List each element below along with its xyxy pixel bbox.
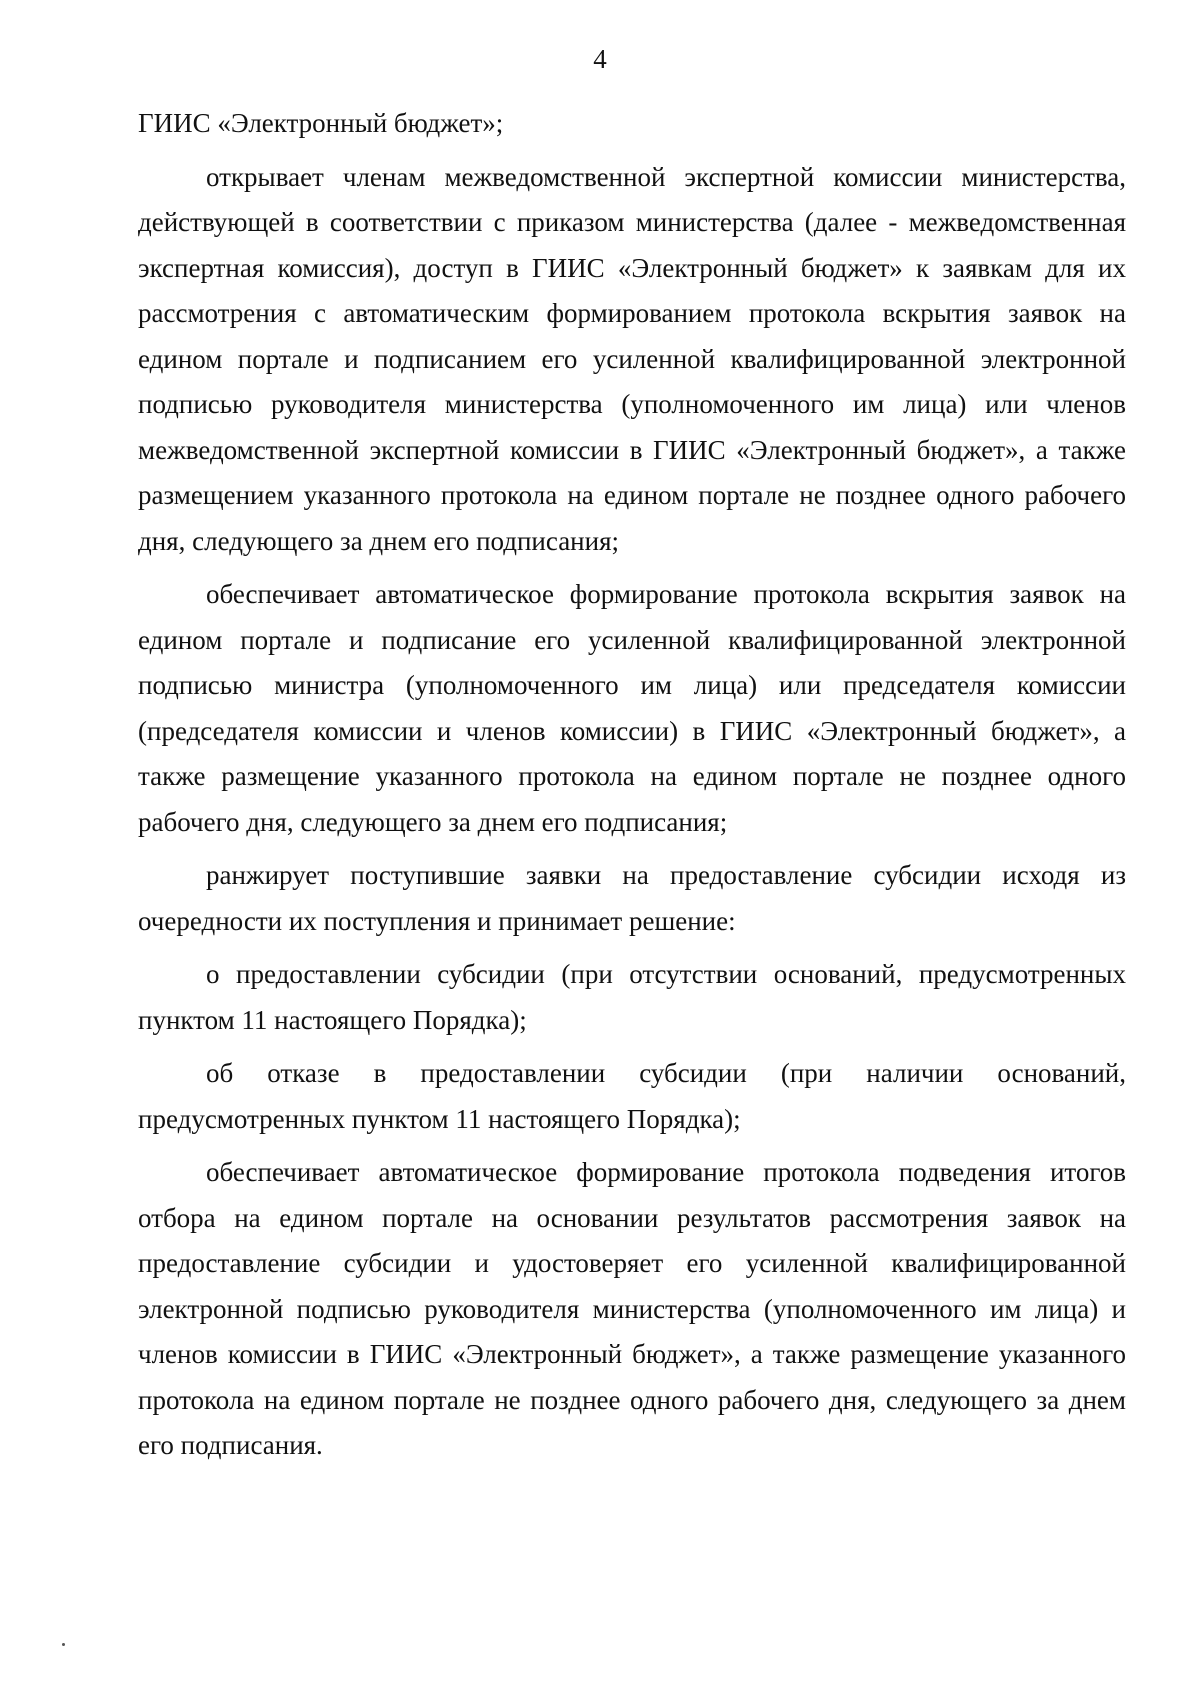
paragraph-ranking: ранжирует поступившие заявки на предоставление субсидии исходя из очередности их поступления и принимает решение: xyxy=(138,860,1126,936)
paragraph-grant-decision: о предоставлении субсидии (при отсутствии оснований, предусмотренных пунктом 11 настоящего Порядка); xyxy=(138,959,1126,1035)
paragraph-giis-continuation: ГИИС «Электронный бюджет»; xyxy=(138,108,504,138)
document-body xyxy=(138,101,1126,1469)
paragraph-opening-protocol: обеспечивает автоматическое формирование протокола вскрытия заявок на едином портале и подписание его усиленной квалифицированной электронной подписью министра (уполномоченного им лица) или председателя комиссии (председателя комиссии и членов комиссии) в ГИИС «Электронный бюджет», а также размещение указанного протокола на едином портале не позднее одного рабочего дня, следующего за днем его подписания; xyxy=(138,579,1126,837)
page-number: 4 xyxy=(593,44,607,74)
paragraph-refusal-decision: об отказе в предоставлении субсидии (при наличии оснований, предусмотренных пунктом 11 настоящего Порядка); xyxy=(138,1058,1126,1134)
scan-speck xyxy=(62,1643,65,1646)
paragraph-results-protocol: обеспечивает автоматическое формирование протокола подведения итогов отбора на едином портале на основании результатов рассмотрения заявок на предоставление субсидии и удостоверяет его усиленной квалифицированной электронной подписью руководителя министерства (уполномоченного им лица) и членов комиссии в ГИИС «Электронный бюджет», а также размещение указанного протокола на едином портале не позднее одного рабочего дня, следующего за днем его подписания. xyxy=(138,1157,1126,1460)
paragraph-commission-access: открывает членам межведомственной экспертной комиссии министерства, действующей в соответствии с приказом министерства (далее - межведомственная экспертная комиссия), доступ в ГИИС «Электронный бюджет» к заявкам для их рассмотрения с автоматическим формированием протокола вскрытия заявок на едином портале и подписанием его усиленной квалифицированной электронной подписью руководителя министерства (уполномоченного им лица) или членов межведомственной экспертной комиссии в ГИИС «Электронный бюджет», а также размещением указанного протокола на едином портале не позднее одного рабочего дня, следующего за днем его подписания; xyxy=(138,161,1126,556)
